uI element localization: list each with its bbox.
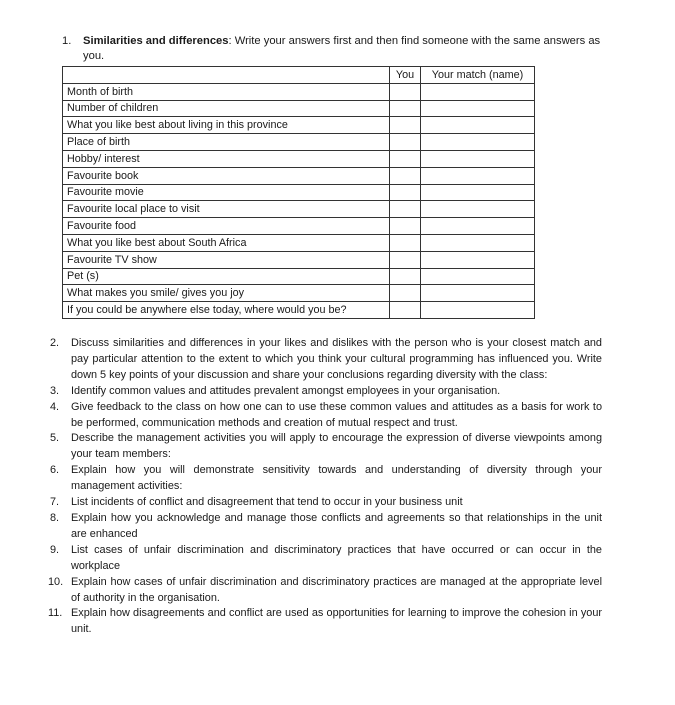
question-1 bbox=[62, 34, 622, 64]
match-name-cell[interactable] bbox=[421, 302, 535, 319]
match-name-cell[interactable] bbox=[421, 251, 535, 268]
you-answer-cell[interactable] bbox=[390, 150, 421, 167]
similarities-table bbox=[62, 66, 535, 319]
question-1-body bbox=[83, 34, 622, 64]
header-you: You bbox=[390, 67, 421, 84]
question-item bbox=[50, 384, 602, 400]
table-row bbox=[63, 268, 535, 285]
table-row bbox=[63, 234, 535, 251]
match-name-cell[interactable] bbox=[421, 184, 535, 201]
question-number: 5. bbox=[50, 432, 60, 445]
table-row bbox=[63, 302, 535, 319]
you-answer-cell[interactable] bbox=[390, 218, 421, 235]
question-number: 8. bbox=[50, 511, 60, 524]
match-name-cell[interactable] bbox=[421, 117, 535, 134]
you-answer-cell[interactable] bbox=[390, 251, 421, 268]
question-number: 2. bbox=[50, 337, 60, 349]
question-number: 3. bbox=[50, 384, 60, 397]
table-row bbox=[63, 201, 535, 218]
question-list bbox=[50, 336, 602, 638]
you-answer-cell[interactable] bbox=[390, 234, 421, 251]
table-row bbox=[63, 251, 535, 268]
question-item bbox=[50, 431, 602, 463]
question-text: Explain how you will demonstrate sensitivity towards and understanding of diversity through your management activities: bbox=[71, 464, 602, 493]
table-body bbox=[63, 83, 535, 318]
row-label: Number of children bbox=[63, 100, 390, 117]
row-label: Pet (s) bbox=[63, 268, 390, 285]
row-label: Favourite TV show bbox=[63, 251, 390, 268]
header-your-match: Your match (name) bbox=[421, 67, 535, 84]
match-name-cell[interactable] bbox=[421, 201, 535, 218]
question-item bbox=[50, 511, 602, 543]
question-text: Discuss similarities and differences in your likes and dislikes with the person who is your closest match and pay particular attention to the extent to which you think your cultural programming has influenced you. Write down 5 key points of your discussion and share your conclusions regarding diversity with the class: bbox=[71, 337, 602, 381]
match-name-cell[interactable] bbox=[421, 167, 535, 184]
you-answer-cell[interactable] bbox=[390, 268, 421, 285]
table-row bbox=[63, 167, 535, 184]
question-number: 9. bbox=[50, 543, 60, 556]
row-label: If you could be anywhere else today, where would you be? bbox=[63, 302, 390, 319]
table-row bbox=[63, 100, 535, 117]
question-text: List incidents of conflict and disagreement that tend to occur in your business unit bbox=[71, 496, 463, 509]
question-item bbox=[50, 463, 602, 495]
row-label: What you like best about living in this province bbox=[63, 117, 390, 134]
question-number: 6. bbox=[50, 464, 60, 477]
question-number: 10. bbox=[48, 575, 64, 588]
table-row bbox=[63, 117, 535, 134]
match-name-cell[interactable] bbox=[421, 150, 535, 167]
you-answer-cell[interactable] bbox=[390, 201, 421, 218]
header-label-cell bbox=[63, 67, 390, 84]
table-header-row bbox=[63, 67, 535, 84]
row-label: Place of birth bbox=[63, 134, 390, 151]
question-text: Explain how cases of unfair discrimination and discriminatory practices are managed at the appropriate level of authority in the organisation. bbox=[71, 575, 602, 604]
question-text: List cases of unfair discrimination and discriminatory practices that have occurred or can occur in the workplace bbox=[71, 543, 602, 572]
you-answer-cell[interactable] bbox=[390, 302, 421, 319]
question-text: Give feedback to the class on how one can to use these common values and attitudes as a basis for work to be performed, communication methods and creation of mutual respect and trust. bbox=[71, 400, 602, 429]
question-item bbox=[50, 400, 602, 432]
match-name-cell[interactable] bbox=[421, 83, 535, 100]
row-label: Hobby/ interest bbox=[63, 150, 390, 167]
row-label: Favourite book bbox=[63, 167, 390, 184]
table-row bbox=[63, 134, 535, 151]
question-text: Describe the management activities you will apply to encourage the expression of diverse viewpoints among your team members: bbox=[71, 432, 602, 461]
question-text: Explain how you acknowledge and manage those conflicts and agreements so that relationships in the unit are enhanced bbox=[71, 511, 602, 540]
question-item bbox=[50, 606, 602, 638]
question-text: Identify common values and attitudes prevalent amongst employees in your organisation. bbox=[71, 384, 501, 397]
question-item bbox=[50, 575, 602, 607]
row-label: Favourite local place to visit bbox=[63, 201, 390, 218]
row-label: What you like best about South Africa bbox=[63, 234, 390, 251]
question-1-number: 1. bbox=[62, 35, 72, 47]
match-name-cell[interactable] bbox=[421, 218, 535, 235]
question-number: 7. bbox=[50, 496, 60, 509]
question-number: 11. bbox=[48, 607, 63, 620]
question-1-title: Similarities and differences bbox=[83, 35, 229, 47]
question-item bbox=[50, 336, 602, 384]
you-answer-cell[interactable] bbox=[390, 100, 421, 117]
table-row bbox=[63, 150, 535, 167]
row-label: Favourite movie bbox=[63, 184, 390, 201]
you-answer-cell[interactable] bbox=[390, 184, 421, 201]
row-label: Favourite food bbox=[63, 218, 390, 235]
question-item bbox=[50, 495, 602, 511]
you-answer-cell[interactable] bbox=[390, 134, 421, 151]
question-number: 4. bbox=[50, 400, 60, 413]
match-name-cell[interactable] bbox=[421, 268, 535, 285]
you-answer-cell[interactable] bbox=[390, 117, 421, 134]
table-row bbox=[63, 218, 535, 235]
table-row bbox=[63, 184, 535, 201]
question-text: Explain how disagreements and conflict are used as opportunities for learning to improve the cohesion in your unit. bbox=[71, 607, 602, 636]
you-answer-cell[interactable] bbox=[390, 167, 421, 184]
row-label: Month of birth bbox=[63, 83, 390, 100]
match-name-cell[interactable] bbox=[421, 234, 535, 251]
you-answer-cell[interactable] bbox=[390, 83, 421, 100]
question-1-instruction: : Write your answers first and then find someone with the same answers as you. bbox=[83, 35, 601, 62]
match-name-cell[interactable] bbox=[421, 285, 535, 302]
row-label: What makes you smile/ gives you joy bbox=[63, 285, 390, 302]
table-row bbox=[63, 83, 535, 100]
question-item bbox=[50, 543, 602, 575]
table-row bbox=[63, 285, 535, 302]
you-answer-cell[interactable] bbox=[390, 285, 421, 302]
match-name-cell[interactable] bbox=[421, 100, 535, 117]
match-name-cell[interactable] bbox=[421, 134, 535, 151]
